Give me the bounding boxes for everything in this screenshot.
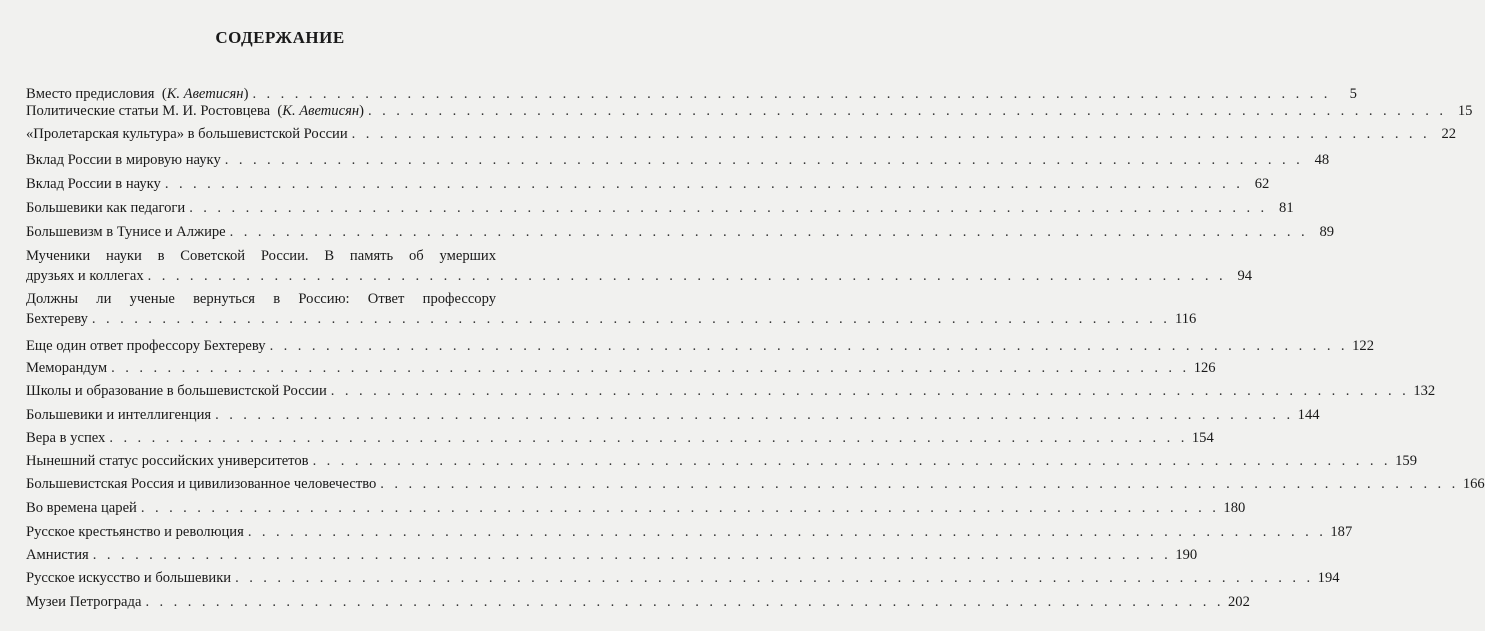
toc-entry-title — [26, 309, 88, 329]
toc-entry-page-number: 81 — [1279, 200, 1294, 216]
toc-entry — [26, 405, 1320, 425]
toc-entry-title — [26, 498, 137, 518]
toc-entry-title-text: Музеи Петрограда — [26, 594, 142, 610]
toc-entry-row — [26, 198, 1294, 218]
toc-entry-row — [26, 358, 1216, 378]
toc-entry-title-text: Еще один ответ профессору Бехтереву — [26, 338, 266, 354]
toc-entry-page-number: 62 — [1254, 176, 1270, 192]
toc-entry-title — [26, 198, 185, 218]
toc-entry-row — [26, 381, 1436, 401]
toc-entry — [26, 498, 1246, 518]
toc-entry-page-number: 187 — [1330, 524, 1353, 540]
contents-heading: СОДЕРЖАНИЕ — [215, 28, 345, 47]
toc-entry-row — [26, 150, 1330, 170]
toc-entry-title — [26, 381, 327, 401]
toc-entry-title — [26, 266, 144, 286]
toc-entry — [26, 124, 1457, 144]
dot-leader — [368, 101, 1446, 121]
dot-leader — [235, 568, 1313, 588]
dot-leader — [189, 198, 1267, 218]
toc-entry-row — [26, 309, 1197, 329]
toc-entry — [26, 289, 1197, 329]
toc-entry-page-number: 180 — [1223, 500, 1246, 516]
toc-entry-title — [26, 451, 309, 471]
toc-entry-page-number: 122 — [1352, 338, 1374, 354]
dot-leader — [380, 474, 1458, 494]
toc-entry-title-text: Политические статьи М. И. Ростовцева — [26, 103, 271, 119]
toc-entry-title — [26, 545, 89, 565]
toc-entry-title-text: Бехтереву — [26, 311, 88, 327]
toc-entry — [26, 358, 1216, 378]
toc-entry-page-number: 144 — [1297, 407, 1320, 423]
dot-leader — [352, 124, 1430, 144]
toc-entry-title-text: Вклад России в мировую науку — [26, 152, 221, 168]
toc-entry-title-text: Русское крестьянство и революция — [26, 524, 244, 540]
toc-entry-title-text: Вклад России в науку — [26, 176, 161, 192]
toc-entry — [26, 522, 1353, 542]
toc-entry — [26, 568, 1340, 588]
toc-entry-title-text: Меморандум — [26, 360, 108, 376]
toc-entry-title-text: Во времена царей — [26, 500, 137, 516]
toc-entry-title-text: Большевистская Россия и цивилизованное человечество — [26, 476, 377, 492]
toc-entry-author: К. Аветисян — [166, 86, 244, 102]
dot-leader — [145, 592, 1223, 612]
toc-entry-row — [26, 474, 1485, 494]
toc-entry-title-text: Амнистия — [26, 547, 89, 563]
toc-entry-title — [26, 358, 107, 378]
toc-entry — [26, 451, 1417, 471]
dot-leader — [248, 522, 1326, 542]
toc-entry-title — [26, 474, 376, 494]
toc-entry-page-number: 116 — [1174, 311, 1197, 327]
toc-entry-row — [26, 428, 1214, 448]
dot-leader — [331, 381, 1409, 401]
toc-entry-row — [26, 174, 1270, 194]
toc-entry-title-text: Большевики и интеллигенция — [26, 407, 212, 423]
toc-entry-page-number: 132 — [1413, 383, 1436, 399]
dot-leader — [165, 174, 1243, 194]
toc-entry-title-text: Школы и образование в большевистской России — [26, 383, 327, 399]
toc-entry-row — [26, 545, 1198, 565]
toc-entry — [26, 336, 1374, 356]
toc-entry-title-text: Вместо предисловия — [26, 86, 155, 102]
toc-entry-page-number: 48 — [1314, 152, 1330, 168]
toc-entry-row — [26, 266, 1253, 286]
dot-leader — [141, 498, 1219, 518]
toc-entry-page-number: 159 — [1395, 453, 1417, 469]
dot-leader — [225, 150, 1303, 170]
toc-entry-page-number: 194 — [1317, 570, 1340, 586]
toc-entry-page-number: 22 — [1441, 126, 1457, 142]
toc-entry-title — [26, 428, 105, 448]
toc-entry-row — [26, 568, 1340, 588]
toc-entry-page-number: 15 — [1457, 103, 1473, 119]
toc-entry — [26, 474, 1485, 494]
toc-entry-row — [26, 101, 1473, 121]
toc-entry-title — [26, 592, 141, 612]
toc-entry-title-line: Должны ли ученые вернуться в Россию: Ответ профессору — [26, 291, 496, 307]
toc-entry-title-text: Большевизм в Тунисе и Алжире — [26, 224, 226, 240]
toc-entry-title-text: Нынешний статус российских университетов — [26, 453, 309, 469]
toc-entry-page-number: 166 — [1462, 476, 1485, 492]
toc-entry-page-number: 126 — [1193, 360, 1216, 376]
toc-entry-row — [26, 451, 1417, 471]
toc-entry-page-number: 154 — [1191, 430, 1214, 446]
toc-entry — [26, 428, 1214, 448]
toc-entry-title — [26, 174, 161, 194]
toc-entry-title — [26, 124, 348, 144]
toc-entry-title-line: Мученики науки в Советской России. В память об умерших — [26, 248, 496, 264]
toc-entry-author: К. Аветисян — [282, 103, 360, 119]
toc-entry-row — [26, 522, 1353, 542]
toc-entry-title — [26, 222, 226, 242]
toc-entry — [26, 101, 1473, 121]
toc-entry-row — [26, 222, 1335, 242]
toc-entry-page-number: 5 — [1349, 86, 1357, 102]
toc-entry-title — [26, 568, 231, 588]
toc-entry-page-number: 94 — [1237, 268, 1253, 284]
toc-entry — [26, 246, 1253, 286]
toc-entry-page-number: 190 — [1175, 547, 1198, 563]
dot-leader — [313, 451, 1391, 471]
toc-entry — [26, 174, 1270, 194]
toc-entry-row — [26, 498, 1246, 518]
toc-entry-title — [26, 522, 244, 542]
dot-leader — [215, 405, 1293, 425]
toc-entry — [26, 381, 1436, 401]
toc-entry-page-number: 89 — [1319, 224, 1335, 240]
toc-entry — [26, 198, 1294, 218]
toc-entry-title-text: Русское искусство и большевики — [26, 570, 232, 586]
dot-leader — [230, 222, 1308, 242]
toc-entry-row — [26, 124, 1457, 144]
toc-entry-title-text: Большевики как педагоги — [26, 200, 186, 216]
toc-entry-title — [26, 150, 221, 170]
dot-leader — [148, 266, 1226, 286]
toc-entry — [26, 222, 1335, 242]
toc-entry-title-text: друзьях и коллегах — [26, 268, 144, 284]
dot-leader — [109, 428, 1187, 448]
toc-entry — [26, 150, 1330, 170]
toc-entry-row — [26, 336, 1374, 356]
dot-leader — [92, 309, 1170, 329]
toc-entry-title — [26, 405, 211, 425]
toc-entry-title-text: «Пролетарская культура» в большевистской России — [26, 126, 348, 142]
toc-entry-title: Политические статьи М. И. Ростовцева (К. Аветисян) — [26, 103, 364, 119]
toc-entry-title: Вместо предисловия (К. Аветисян) — [26, 86, 249, 102]
toc-entry-title-text: Вера в успех — [26, 430, 106, 446]
toc-entry-row — [26, 405, 1320, 425]
dot-leader — [93, 545, 1171, 565]
toc-entry-page-number: 202 — [1227, 594, 1250, 610]
toc-entry — [26, 592, 1250, 612]
dot-leader — [270, 336, 1348, 356]
toc-entry-title — [26, 336, 266, 356]
toc-entry-row — [26, 592, 1250, 612]
toc-entry — [26, 545, 1198, 565]
dot-leader — [111, 358, 1189, 378]
